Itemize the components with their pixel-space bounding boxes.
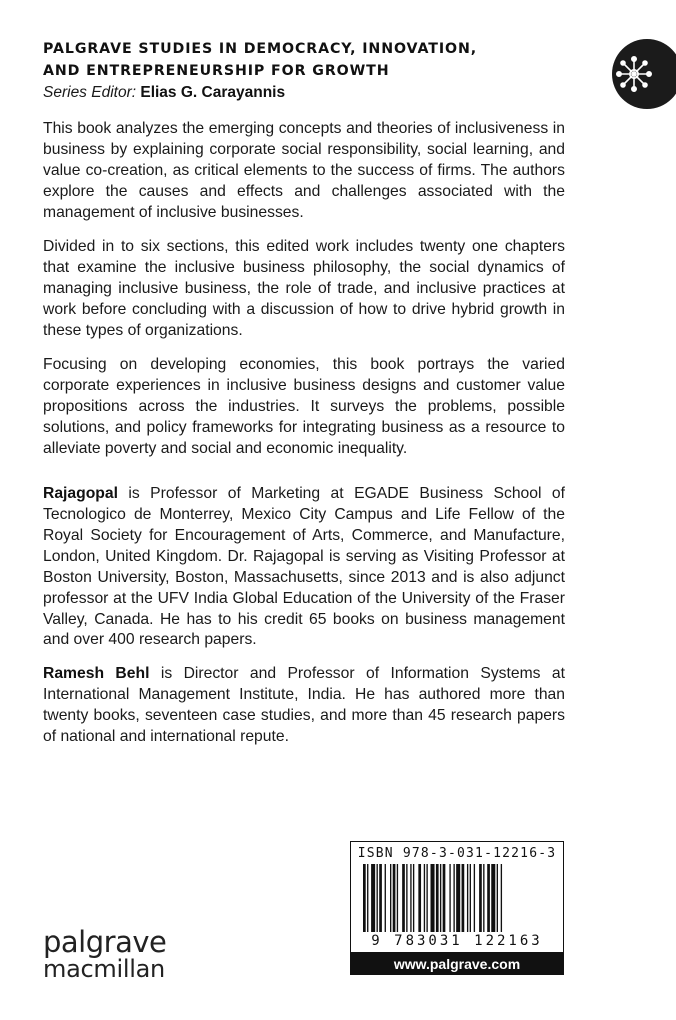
series-header xyxy=(43,38,603,103)
description-paragraph: Divided in to six sections, this edited work includes twenty one chapters that examine the inclusive business philosophy, the social dynamics of managing inclusive business, the role of trade, and inclusive practices at work before concluding with a discussion of how to drive hybrid growth in these types of organizations. xyxy=(43,238,565,339)
series-title-line-1: PALGRAVE STUDIES IN DEMOCRACY, INNOVATION, xyxy=(43,41,478,57)
publisher-name-line-1: palgrave xyxy=(43,925,167,959)
publisher-logo xyxy=(43,927,166,981)
barcode-bars xyxy=(361,864,553,932)
isbn-barcode xyxy=(350,841,564,953)
series-logo-network-icon xyxy=(612,39,676,109)
series-editor-name: Elias G. Carayannis xyxy=(140,84,286,101)
publisher-name-line-2: macmillan xyxy=(43,955,165,983)
description-paragraph: This book analyzes the emerging concepts and theories of inclusiveness in business by explaining corporate social responsibility, social learning, and value co-creation, as critical elements to the success of firms. The authors explore the causes and effects and challenges associated with the management of inclusive businesses. xyxy=(43,120,565,221)
author-bio-text: is Professor of Marketing at EGADE Business School of Tecnologico de Monterrey, Mexico City Campus and Life Fellow of the Royal Society for Encouragement of Arts, Commerce, and Manufacture, London, United Kingdom. Dr. Rajagopal is serving as Visiting Professor at Boston University, Boston, Massachusetts, since 2013 and is also adjunct professor at the UFV India Global Education of the University of the Fraser Valley, Canada. He has to his credit 65 books on business management and over 400 research papers. xyxy=(43,485,565,649)
description-paragraph: Focusing on developing economies, this book portrays the varied corporate experiences in inclusive business designs and customer value propositions across the industries. It surveys the problems, possible solutions, and policy frameworks for integrating business as a resource to alleviate poverty and social and economic inequality. xyxy=(43,356,565,457)
author-name: Ramesh Behl xyxy=(43,665,150,683)
series-editor-label: Series Editor: xyxy=(43,84,137,101)
author-bio xyxy=(43,484,565,651)
isbn-label: ISBN 978-3-031-12216-3 xyxy=(357,846,557,861)
series-editor xyxy=(43,82,603,103)
back-cover-text xyxy=(43,119,565,761)
publisher-website: www.palgrave.com xyxy=(350,953,564,975)
barcode-digits: 9 783031 122163 xyxy=(371,933,543,949)
author-name: Rajagopal xyxy=(43,485,118,503)
series-title-line-2: AND ENTREPRENEURSHIP FOR GROWTH xyxy=(43,63,390,79)
author-bio xyxy=(43,664,565,748)
author-bio-text: is Director and Professor of Information Systems at International Management Institute, India. He has authored more than twenty books, seventeen case studies, and more than 45 research papers of national and international repute. xyxy=(43,665,565,746)
